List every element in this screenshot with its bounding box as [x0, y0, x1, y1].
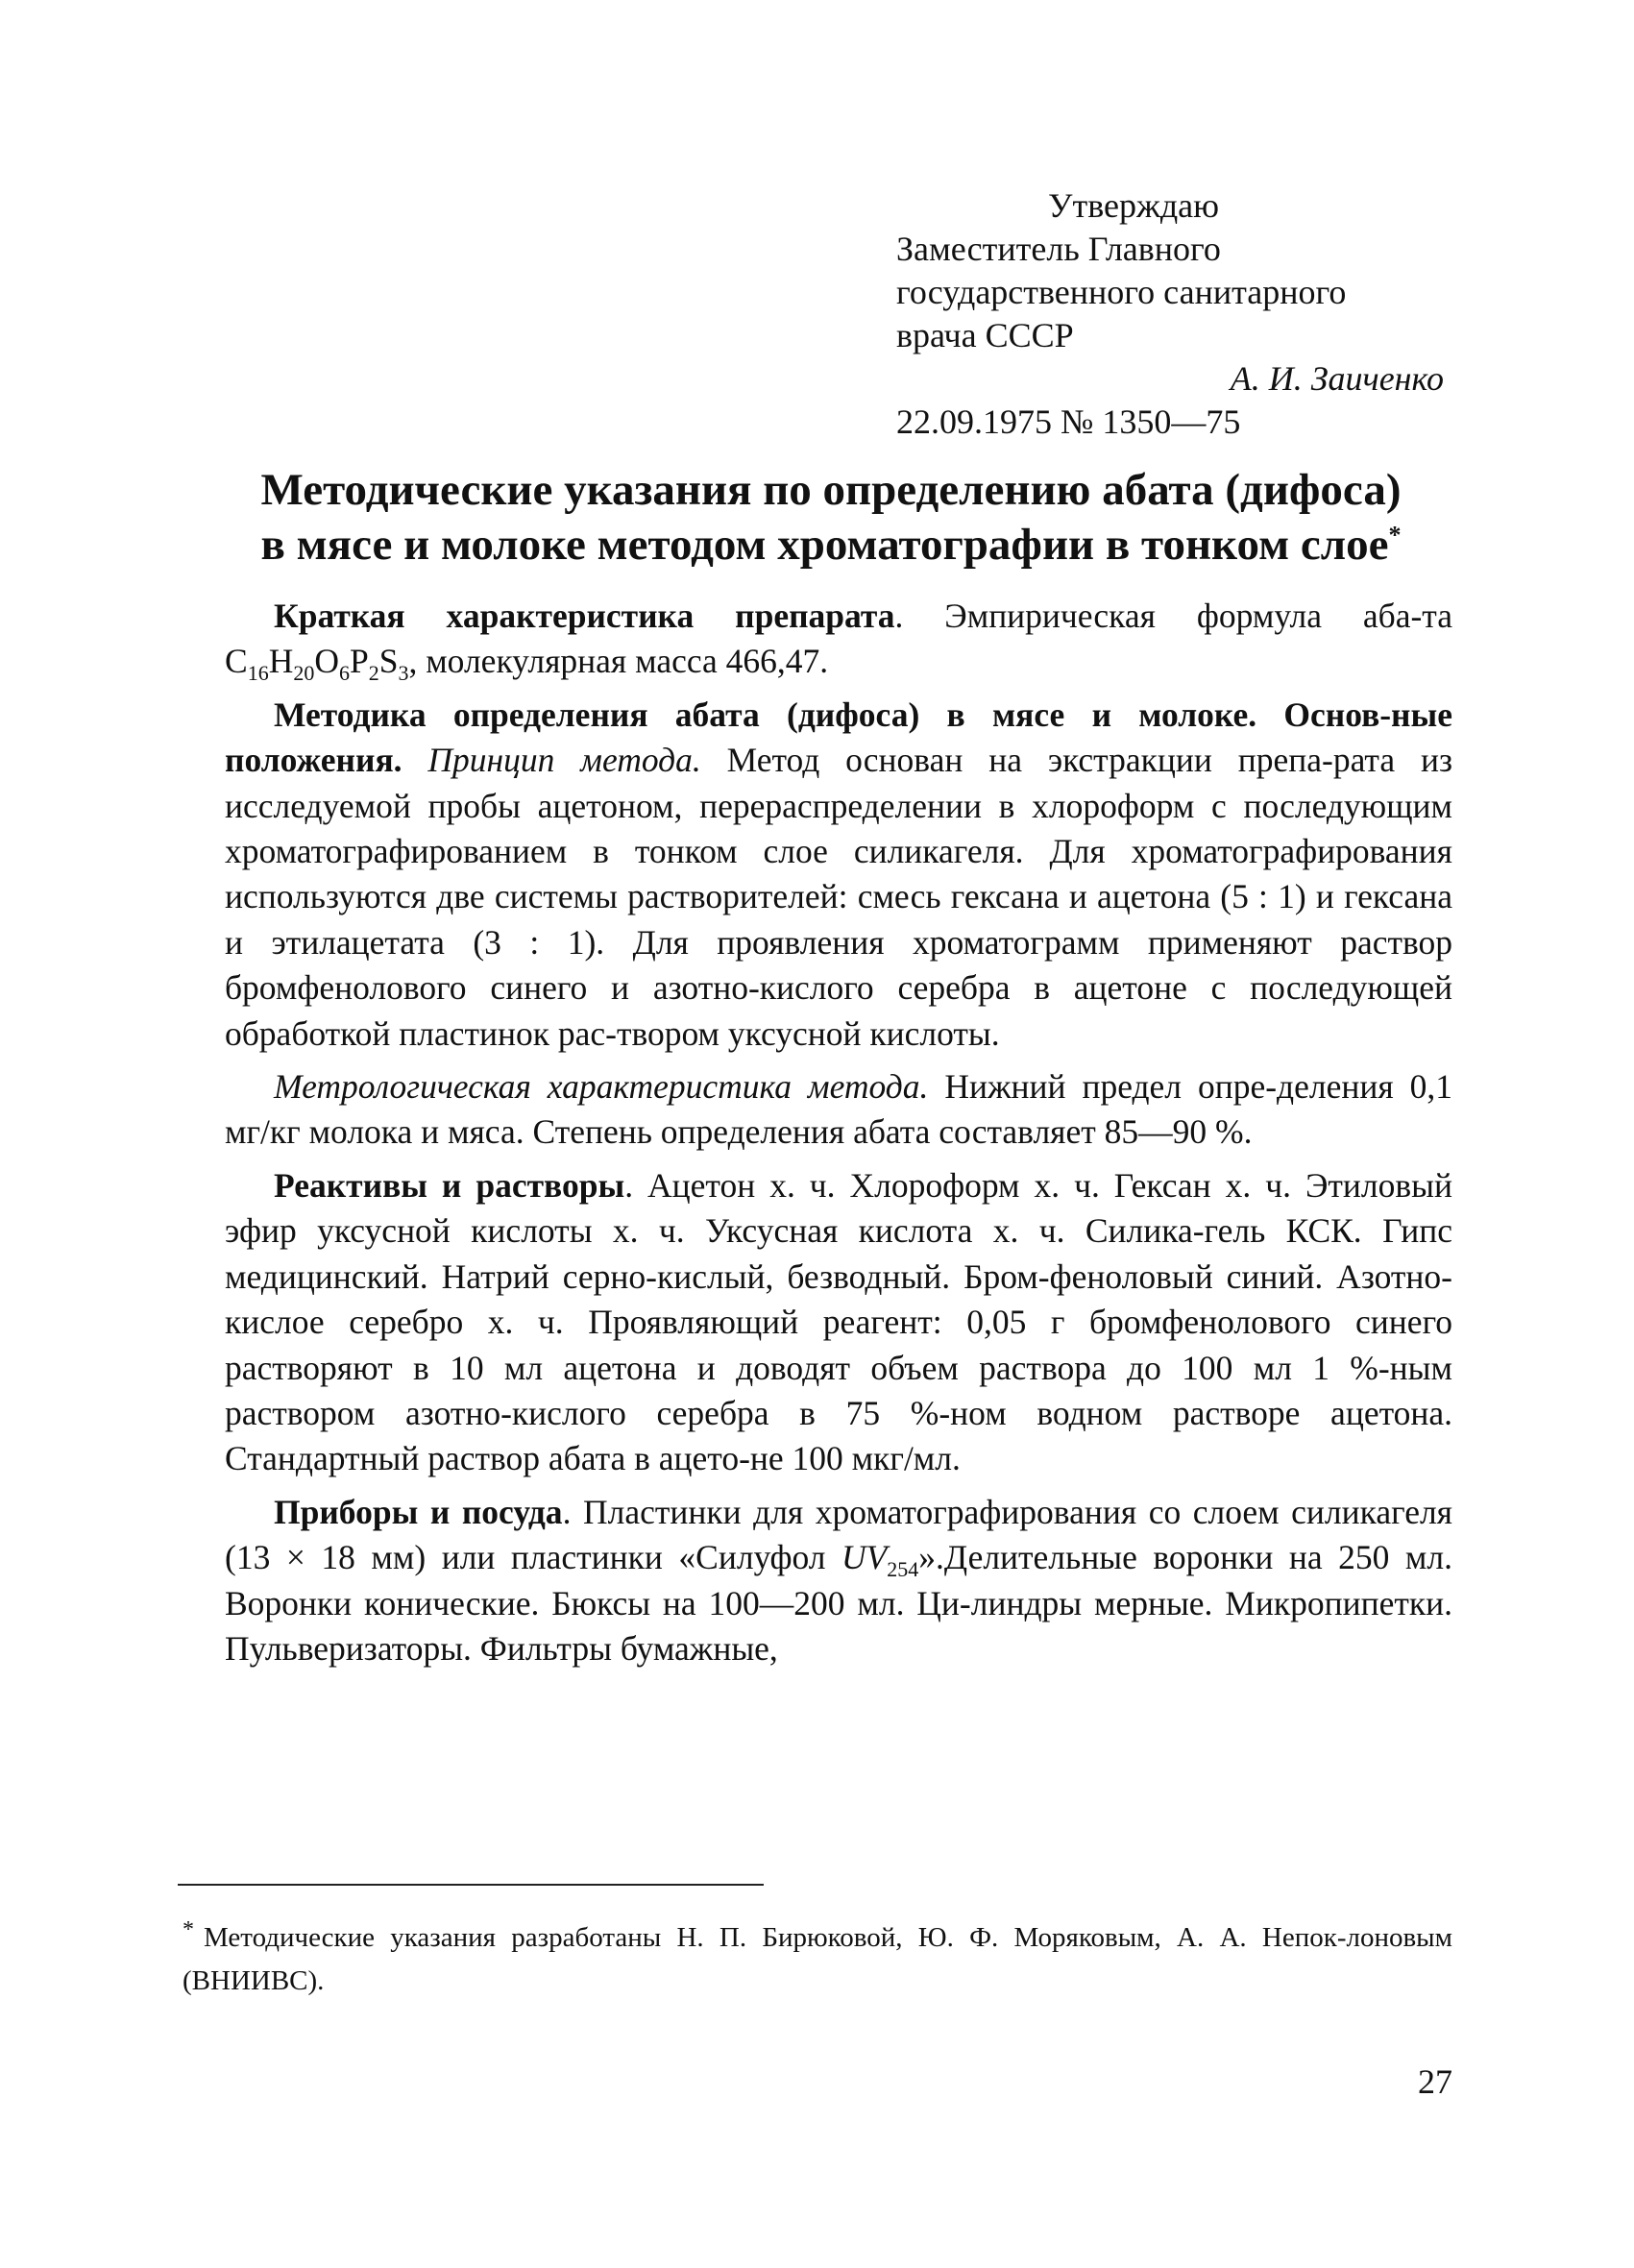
equipment-uv-subscript: 254	[887, 1557, 919, 1582]
approval-position-line-1: Заместитель Главного	[896, 230, 1221, 268]
method-text: Метод основан на экстракции препа-рата из исследуемой пробы ацетоном, перераспределении в хлороформ с последующим хроматографированием в тонком слое силикагеля. Для хроматографирования используются две системы растворителей: смесь гексана и ацетона (5 : 1) и гексана и этилацетата (3 : 1). Для проявления хроматограмм применяют раствор бромфенолового синего и азотно-кислого серебра в ацетоне с последующей обработкой пластинок рас-твором уксусной кислоты.	[225, 741, 1453, 1053]
approval-date-number: 22.09.1975 № 1350—75	[896, 402, 1241, 441]
equipment-text-after: ».Делительные воронки на 250 мл. Воронки конические. Бюксы на 100—200 мл. Ци-линдры мерные. Микропипетки. Пульверизаторы. Фильтры бумажные,	[225, 1538, 1452, 1668]
formula-p-count: 2	[368, 661, 379, 686]
title-line-2-text: в мясе и молоке методом хроматографии в тонком слое	[260, 520, 1389, 570]
paragraph-equipment	[225, 1490, 1452, 1672]
formula-s-label: S	[378, 642, 399, 681]
reagents-text: . Ацетон х. ч. Хлороформ х. ч. Гексан х. ч. Этиловый эфир уксусной кислоты х. ч. Уксусная кислота х. ч. Силика-гель КСК. Гипс медицинский. Натрий серно-кислый, безводный. Бром-феноловый синий. Азотно-кислое серебро х. ч. Проявляющий реагент: 0,05 г бромфенолового синего растворяют в 10 мл ацетона и доводят объем раствора до 100 мл 1 %-ным раствором азотно-кислого серебра в 75 %-ном водном растворе ацетона. Стандартный раствор абата в ацето-не 100 мкг/мл.	[225, 1165, 1452, 1478]
metrology-label: Метрологическая характеристика метода.	[274, 1067, 929, 1107]
formula-p-label: P	[349, 642, 369, 681]
paragraph-metrology	[225, 1064, 1452, 1156]
paragraph-summary	[225, 594, 1452, 685]
title-line-1: Методические указания по определению абата (дифоса)	[260, 465, 1402, 515]
footnote-divider	[178, 1884, 764, 1886]
formula-s-count: 3	[398, 661, 409, 686]
paragraph-reagents	[225, 1163, 1452, 1482]
approval-position-line-3: врача СССР	[896, 316, 1074, 354]
title-footnote-mark: *	[1388, 521, 1402, 549]
equipment-heading: Приборы и посуда	[274, 1492, 563, 1531]
title-line-2	[183, 518, 1479, 573]
metrology-text: Нижний предел опре-деления 0,1 мг/кг молока и мяса. Степень определения абата составляет 85—90 %.	[225, 1067, 1452, 1152]
footnote-text: Методические указания разработаны Н. П. Бирюковой, Ю. Ф. Моряковым, А. А. Непок-лоновым (ВНИИВС).	[183, 1922, 1452, 1996]
footnote	[183, 1917, 1452, 2002]
method-heading: Методика определения абата (дифоса) в мясе и молоке. Основ-ные положения.	[225, 695, 1452, 780]
formula-h-label: H	[268, 642, 294, 681]
formula-o-count: 6	[338, 661, 350, 686]
reagents-heading: Реактивы и растворы	[274, 1165, 625, 1205]
document-title	[183, 463, 1479, 573]
page-number: 27	[1418, 2062, 1452, 2101]
approval-heading: Утверждаю	[1048, 186, 1220, 225]
approval-block	[896, 184, 1453, 444]
equipment-uv-label: UV	[841, 1538, 888, 1577]
equipment-text-before: . Пластинки для хроматографирования со слоем силикагеля (13 × 18 мм) или пластинки «Силуфол	[225, 1492, 1452, 1577]
method-principle-label: Принцип метода.	[427, 741, 701, 780]
document-body	[225, 594, 1452, 1679]
summary-text-before-formula: . Эмпирическая формула аба-та C	[225, 597, 1452, 681]
formula-h-count: 20	[293, 661, 315, 686]
footnote-mark: *	[183, 1917, 194, 1942]
approval-position-line-2: государственного санитарного	[896, 273, 1347, 311]
formula-o-label: O	[314, 642, 339, 681]
summary-heading: Краткая характеристика препарата	[274, 597, 895, 635]
approval-signer: А. И. Заиченко	[1230, 359, 1444, 398]
paragraph-method	[225, 693, 1452, 1057]
summary-text-after-formula: , молекулярная масса 466,47.	[408, 642, 829, 681]
formula-c-count: 16	[247, 661, 269, 686]
